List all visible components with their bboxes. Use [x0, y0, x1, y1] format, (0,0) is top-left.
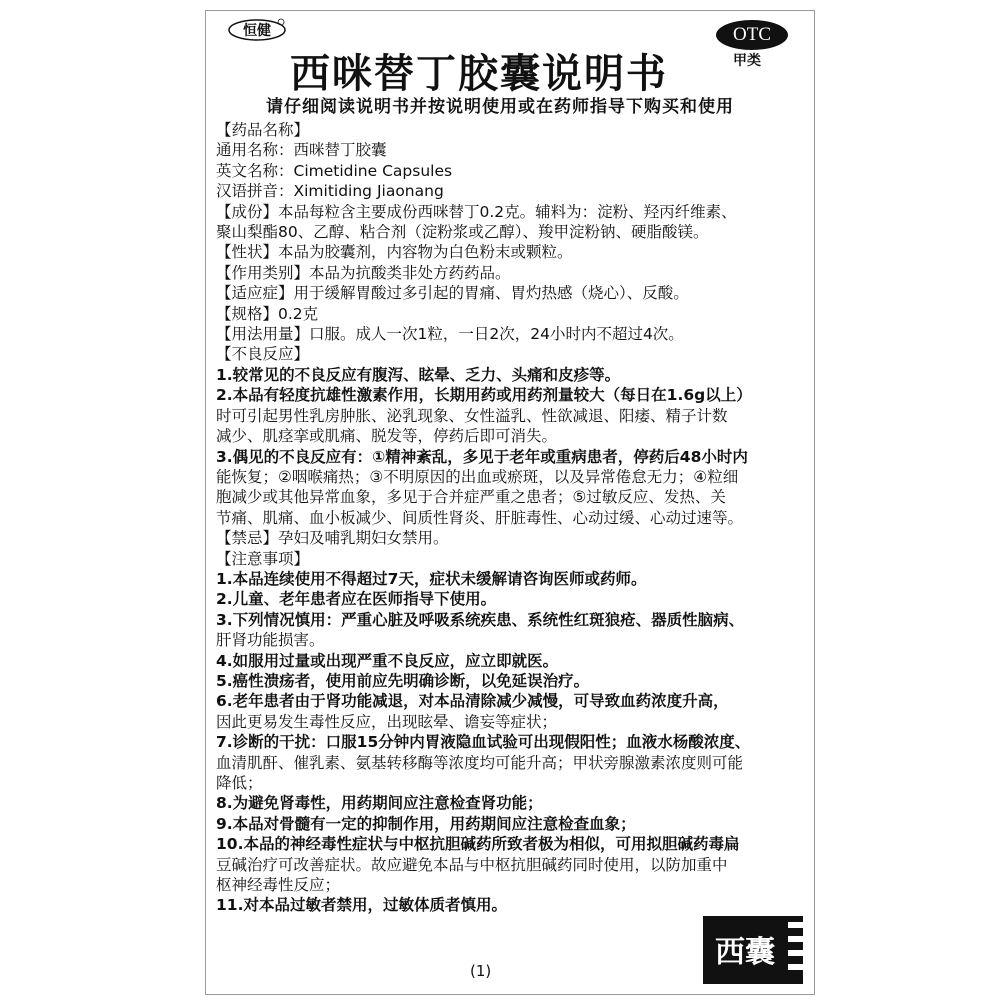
body-line: 1.较常见的不良反应有腹泻、眩晕、乏力、头痛和皮疹等。	[216, 365, 621, 384]
body-line: 10.本品的神经毒性症状与中枢抗胆碱药所致者极为相似，可用拟胆碱药毒扁	[216, 835, 740, 854]
body-line: 降低；	[216, 774, 263, 792]
body-line: 2.本品有轻度抗雄性激素作用，长期用药或用药剂量较大（每日在1.6g以上）	[216, 386, 752, 405]
body-line: 肝肾功能损害。	[216, 631, 325, 650]
body-line: 减少、肌痉挛或肌痛、脱发等，停药后即可消失。	[216, 427, 558, 446]
document-title: 西咪替丁胶囊说明书	[290, 51, 668, 97]
body-line: 【作用类别】本品为抗酸类非处方药药品。	[216, 263, 511, 282]
body-line: 枢神经毒性反应；	[216, 876, 341, 895]
body-line: 3.下列情况慎用：严重心脏及呼吸系统疾患、系统性红斑狼疮、器质性脑病、	[216, 610, 745, 629]
otc-class-label: 甲类	[733, 53, 761, 69]
body-line: 4.如服用过量或出现严重不良反应，应立即就医。	[216, 651, 559, 670]
brand-logo	[228, 18, 286, 42]
otc-badge: OTC	[716, 20, 788, 50]
logo-text: 恒健	[243, 23, 271, 39]
body-line: 11.对本品过敏者禁用，过敏体质者慎用。	[216, 896, 507, 915]
body-line: 8.为避免肾毒性，用药期间应注意检查肾功能；	[216, 794, 543, 813]
body-line: 血清肌酐、催乳素、氨基转移酶等浓度均可能升高；甲状旁腺激素浓度则可能	[216, 753, 744, 772]
body-line: 聚山梨酯80、乙醇、粘合剂（淀粉浆或乙醇）、羧甲淀粉钠、硬脂酸镁。	[216, 223, 709, 242]
body-line: 【禁忌】孕妇及哺乳期妇女禁用。	[216, 529, 449, 548]
body-line: 【不良反应】	[216, 345, 310, 364]
body-line: 【成份】本品每粒含主要成份西咪替丁0.2克。辅料为：淀粉、羟丙纤维素、	[216, 202, 737, 221]
body-line: 胞减少或其他异常血象，多见于合并症严重之患者；⑤过敏反应、发热、关	[216, 488, 726, 507]
body-line: 因此更易发生毒性反应，出现眩晕、谵妄等症状；	[216, 712, 558, 731]
body-line: 【规格】0.2克	[216, 304, 319, 323]
body-line: 1.本品连续使用不得超过7天，症状未缓解请咨询医师或药师。	[216, 569, 647, 588]
body-line: 【用法用量】口服。成人一次1粒，一日2次，24小时内不超过4次。	[216, 325, 684, 344]
body-line: 【药品名称】	[216, 121, 310, 139]
body-line: 能恢复；②咽喉痛热；③不明原因的出血或瘀斑，以及异常倦怠无力；④粒细	[216, 467, 739, 486]
body-line: 豆碱治疗可改善症状。故应避免本品与中枢抗胆碱药同时使用，以防加重中	[216, 855, 728, 874]
body-line: 【注意事项】	[216, 549, 310, 568]
document-subtitle: 请仔细阅读说明书并按说明使用或在药师指导下购买和使用	[266, 97, 734, 117]
capsule-label-decoration	[703, 916, 803, 984]
body-line: 7.诊断的干扰：口服15分钟内胃液隐血试验可出现假阳性；血液水杨酸浓度、	[216, 733, 751, 752]
body-line: 通用名称：西咪替丁胶囊	[216, 141, 387, 160]
decoration-label: 西囊	[715, 935, 775, 970]
body-line: 【性状】本品为胶囊剂，内容物为白色粉末或颗粒。	[216, 243, 573, 262]
body-line: 2.儿童、老年患者应在医师指导下使用。	[216, 590, 497, 609]
body-line: 时可引起男性乳房肿胀、泌乳现象、女性溢乳、性欲减退、阳痿、精子计数	[216, 406, 728, 425]
body-line: 汉语拼音：Ximitiding Jiaonang	[216, 182, 444, 201]
page-number: (1)	[470, 962, 492, 980]
body-line: 6.老年患者由于肾功能减退，对本品清除减少减慢，可导致血药浓度升高，	[216, 692, 729, 711]
body-line: 【适应症】用于缓解胃酸过多引起的胃痛、胃灼热感（烧心）、反酸。	[216, 284, 689, 303]
body-line: 3.偶见的不良反应有：①精神紊乱，多见于老年或重病患者，停药后48小时内	[216, 447, 748, 466]
body-line: 节痛、肌痛、血小板减少、间质性肾炎、肝脏毒性、心动过缓、心动过速等。	[216, 508, 744, 527]
body-line: 5.癌性溃疡者，使用前应先明确诊断，以免延误治疗。	[216, 671, 590, 690]
body-line: 英文名称：Cimetidine Capsules	[216, 161, 453, 180]
leaflet-body	[216, 120, 806, 916]
body-line: 9.本品对骨髓有一定的抑制作用，用药期间应注意检查血象；	[216, 814, 636, 833]
